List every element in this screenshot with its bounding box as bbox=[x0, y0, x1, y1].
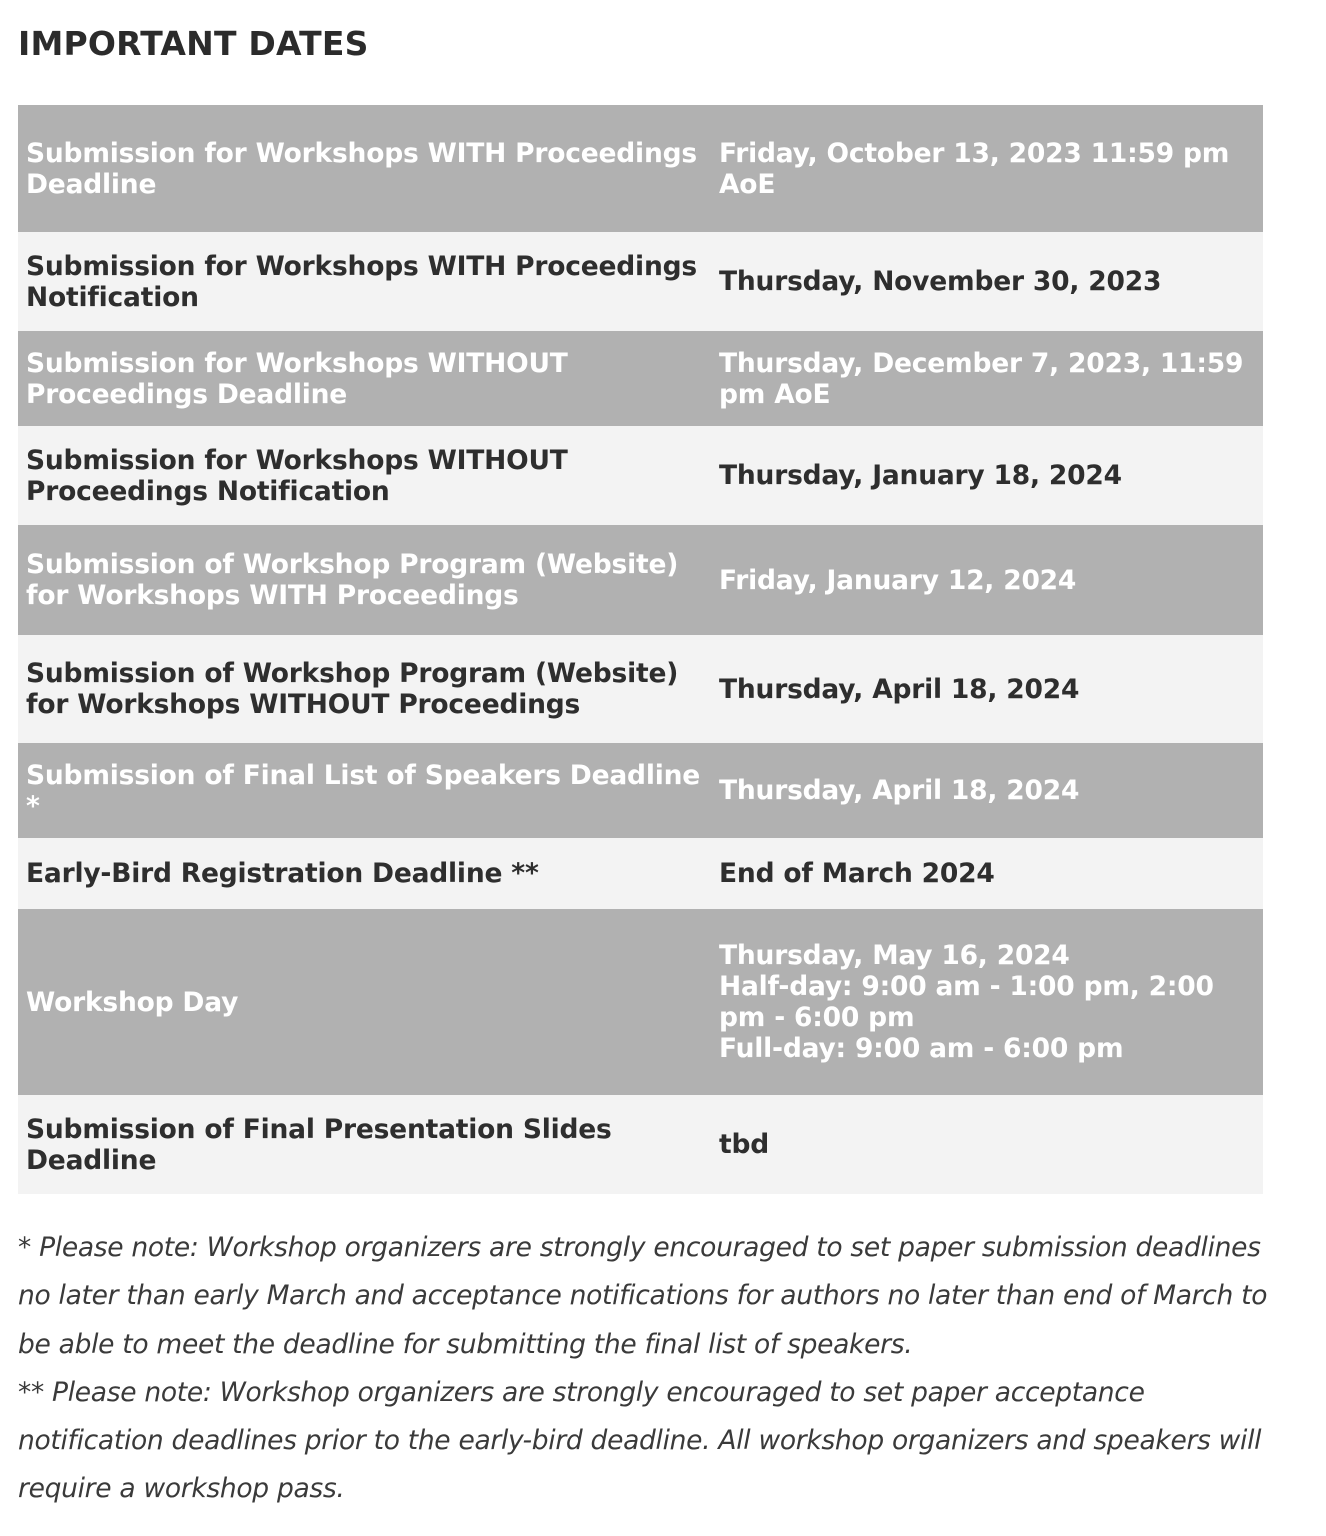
footnotes bbox=[18, 1224, 1288, 1514]
row-date bbox=[711, 426, 1263, 525]
row-label: Submission of Final Presentation Slides Deadline bbox=[18, 1095, 711, 1194]
row-label: Submission of Workshop Program (Website) for Workshops WITH Proceedings bbox=[18, 525, 711, 635]
date-line: Thursday, April 18, 2024 bbox=[719, 673, 1080, 705]
row-label: Submission for Workshops WITHOUT Proceedings Notification bbox=[18, 426, 711, 525]
row-date bbox=[711, 232, 1263, 331]
table-row bbox=[18, 838, 1263, 909]
table-row bbox=[18, 525, 1263, 635]
date-line: Full-day: 9:00 am - 6:00 pm bbox=[719, 1033, 1124, 1064]
row-label: Submission for Workshops WITHOUT Proceedings Deadline bbox=[18, 331, 711, 426]
date-line: Thursday, November 30, 2023 bbox=[719, 266, 1162, 297]
table-row bbox=[18, 331, 1263, 426]
important-dates-table bbox=[18, 105, 1263, 1194]
table-row bbox=[18, 105, 1263, 232]
date-line: Half-day: 9:00 am - 1:00 pm, 2:00 pm - 6:00 pm bbox=[719, 971, 1214, 1033]
row-label: Submission of Final List of Speakers Deadline * bbox=[18, 743, 711, 838]
table-row bbox=[18, 635, 1263, 743]
date-line: Thursday, May 16, 2024 bbox=[719, 940, 1070, 971]
table-row bbox=[18, 232, 1263, 331]
footnote-double-asterisk: ** Please note: Workshop organizers are strongly encouraged to set paper acceptance notification deadlines prior to the early-bird deadline. All workshop organizers and speakers will require a workshop pass. bbox=[18, 1376, 1262, 1505]
date-line: Friday, October 13, 2023 11:59 pm AoE bbox=[719, 137, 1230, 200]
footnote-single-asterisk: * Please note: Workshop organizers are strongly encouraged to set paper submission deadlines no later than early March and acceptance notifications for authors no later than end of March to be able to meet the deadline for submitting the final list of speakers. bbox=[18, 1232, 1268, 1360]
row-date bbox=[711, 635, 1263, 743]
date-line: End of March 2024 bbox=[719, 858, 995, 889]
date-line: Friday, January 12, 2024 bbox=[719, 564, 1077, 596]
date-line: Thursday, January 18, 2024 bbox=[719, 460, 1122, 491]
row-label: Early-Bird Registration Deadline ** bbox=[18, 838, 711, 909]
row-date bbox=[711, 743, 1263, 838]
table-row bbox=[18, 743, 1263, 838]
row-date bbox=[711, 525, 1263, 635]
row-date bbox=[711, 1095, 1263, 1194]
row-date bbox=[711, 838, 1263, 909]
table-row bbox=[18, 1095, 1263, 1194]
date-line: tbd bbox=[719, 1129, 770, 1160]
row-date bbox=[711, 105, 1263, 232]
table-row bbox=[18, 426, 1263, 525]
row-label: Submission of Workshop Program (Website) for Workshops WITHOUT Proceedings bbox=[18, 635, 711, 743]
row-label: Workshop Day bbox=[18, 909, 711, 1095]
row-date bbox=[711, 909, 1263, 1095]
row-date bbox=[711, 331, 1263, 426]
date-line: Thursday, December 7, 2023, 11:59 pm AoE bbox=[719, 347, 1244, 410]
row-label: Submission for Workshops WITH Proceedings Deadline bbox=[18, 105, 711, 232]
date-line: Thursday, April 18, 2024 bbox=[719, 775, 1080, 806]
row-label: Submission for Workshops WITH Proceedings Notification bbox=[18, 232, 711, 331]
table-row bbox=[18, 909, 1263, 1095]
page-title: IMPORTANT DATES bbox=[18, 24, 369, 63]
